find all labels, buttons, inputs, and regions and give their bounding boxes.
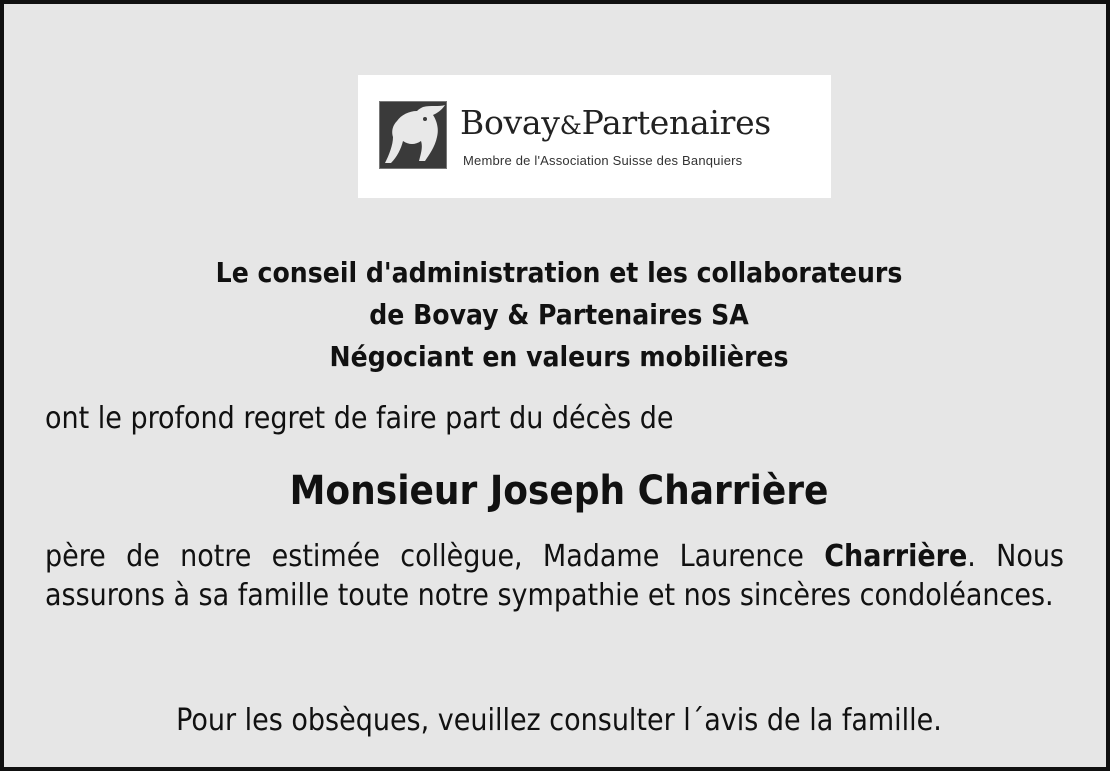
bull-head-icon	[379, 101, 447, 169]
company-logo	[358, 75, 831, 198]
colleague-surname: Charrière	[824, 539, 968, 574]
heading-line-3: Négociant en valeurs mobilières	[329, 340, 789, 373]
logo-wordmark: Bovay&Partenaires	[460, 103, 771, 142]
funeral-info: Pour les obsèques, veuillez consulter l´avis de la famille.	[176, 703, 942, 738]
body-text-start: père de notre estimée collègue, Madame Laurence	[45, 539, 825, 574]
body-text-end: . Nous assurons à sa famille toute notre sympathie et nos sincères condoléances.	[45, 539, 1064, 613]
deceased-name: Monsieur Joseph Charrière	[289, 468, 829, 514]
logo-tagline: Membre de l'Association Suisse des Banquiers	[463, 153, 743, 168]
heading-line-2: de Bovay & Partenaires SA	[369, 298, 749, 331]
heading-line-1: Le conseil d'administration et les collaborateurs	[215, 256, 903, 289]
intro-text: ont le profond regret de faire part du décès de	[45, 401, 674, 436]
notice-heading	[4, 252, 1110, 378]
body-paragraph	[45, 537, 1064, 615]
